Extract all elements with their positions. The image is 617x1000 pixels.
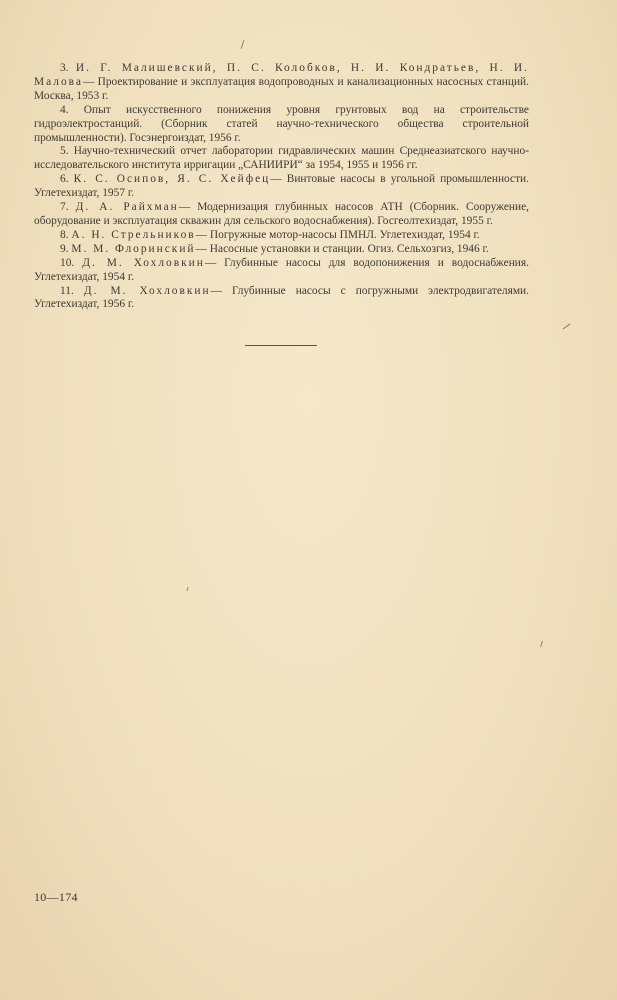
- reference-text: Опыт искусственного понижения уровня грунтовых вод на строительстве гидроэлектростанций. (Сборник статей научно-технического общества строительной промышленности). Госэнергоиздат, 1956 г.: [34, 103, 529, 144]
- reference-text: — Проектирование и эксплуатация водопроводных и канализационных насосных станций. Москва, 1953 г.: [34, 75, 529, 102]
- reference-text: — Насосные установки и станции. Огиз. Сельхозгиз, 1946 г.: [195, 242, 489, 255]
- reference-number: 11.: [60, 284, 74, 297]
- reference-item: [34, 201, 529, 229]
- reference-item: [34, 229, 529, 243]
- reference-number: 7.: [60, 201, 69, 214]
- reference-text: — Погружные мотор-насосы ПМНЛ. Углетехиздат, 1954 г.: [195, 228, 480, 241]
- reference-list: [34, 62, 529, 312]
- reference-text: — Глубинные насосы для водопонижения и водоснабжения. Углетехиздат, 1954 г.: [34, 256, 529, 283]
- reference-author: Д. М. Хохловкин: [82, 256, 205, 269]
- reference-item: [34, 173, 529, 201]
- reference-text: — Глубинные насосы с погружными электродвигателями. Углетехиздат, 1956 г.: [34, 284, 529, 311]
- paper-speck: [540, 641, 543, 647]
- reference-author: И. Г. Малишевский, П. С. Колобков, Н. И. Кондратьев, Н. И. Малова: [34, 62, 529, 88]
- reference-item: [34, 62, 529, 104]
- reference-number: 6.: [60, 173, 69, 186]
- reference-item: [34, 257, 529, 285]
- reference-number: 5.: [60, 145, 69, 158]
- reference-number: 9.: [60, 242, 69, 255]
- reference-number: 8.: [60, 228, 69, 241]
- paper-speck: [563, 324, 571, 330]
- reference-author: Д. А. Райхман: [75, 201, 179, 214]
- reference-item: [34, 104, 529, 146]
- reference-item: [34, 243, 529, 257]
- paper-speck: [186, 587, 188, 591]
- printer-signature-mark: 10—174: [34, 890, 78, 904]
- reference-number: 10.: [60, 256, 75, 269]
- reference-author: Д. М. Хохловкин: [83, 284, 211, 297]
- reference-author: К. С. Осипов, Я. С. Хейфец: [73, 173, 271, 186]
- reference-number: 4.: [60, 103, 69, 116]
- reference-item: [34, 285, 529, 313]
- reference-item: [34, 145, 529, 173]
- section-divider: [245, 345, 317, 346]
- reference-number: 3.: [60, 62, 69, 74]
- paper-speck: [241, 40, 245, 49]
- reference-text: — Винтовые насосы в угольной промышленности. Углетехиздат, 1957 г.: [34, 173, 529, 200]
- reference-author: М. М. Флоринский: [71, 242, 196, 255]
- reference-text: — Модернизация глубинных насосов АТН (Сборник. Сооружение, оборудование и эксплуатация скважин для сельского водоснабжения). Госгеолтехиздат, 1955 г.: [34, 201, 529, 227]
- reference-text: Научно-технический отчет лаборатории гидравлических машин Среднеазиатского научно-исследовательского института ирригации „САНИИРИ“ за 1954, 1955 и 1956 гг.: [34, 145, 529, 172]
- reference-author: А. Н. Стрельников: [71, 228, 196, 241]
